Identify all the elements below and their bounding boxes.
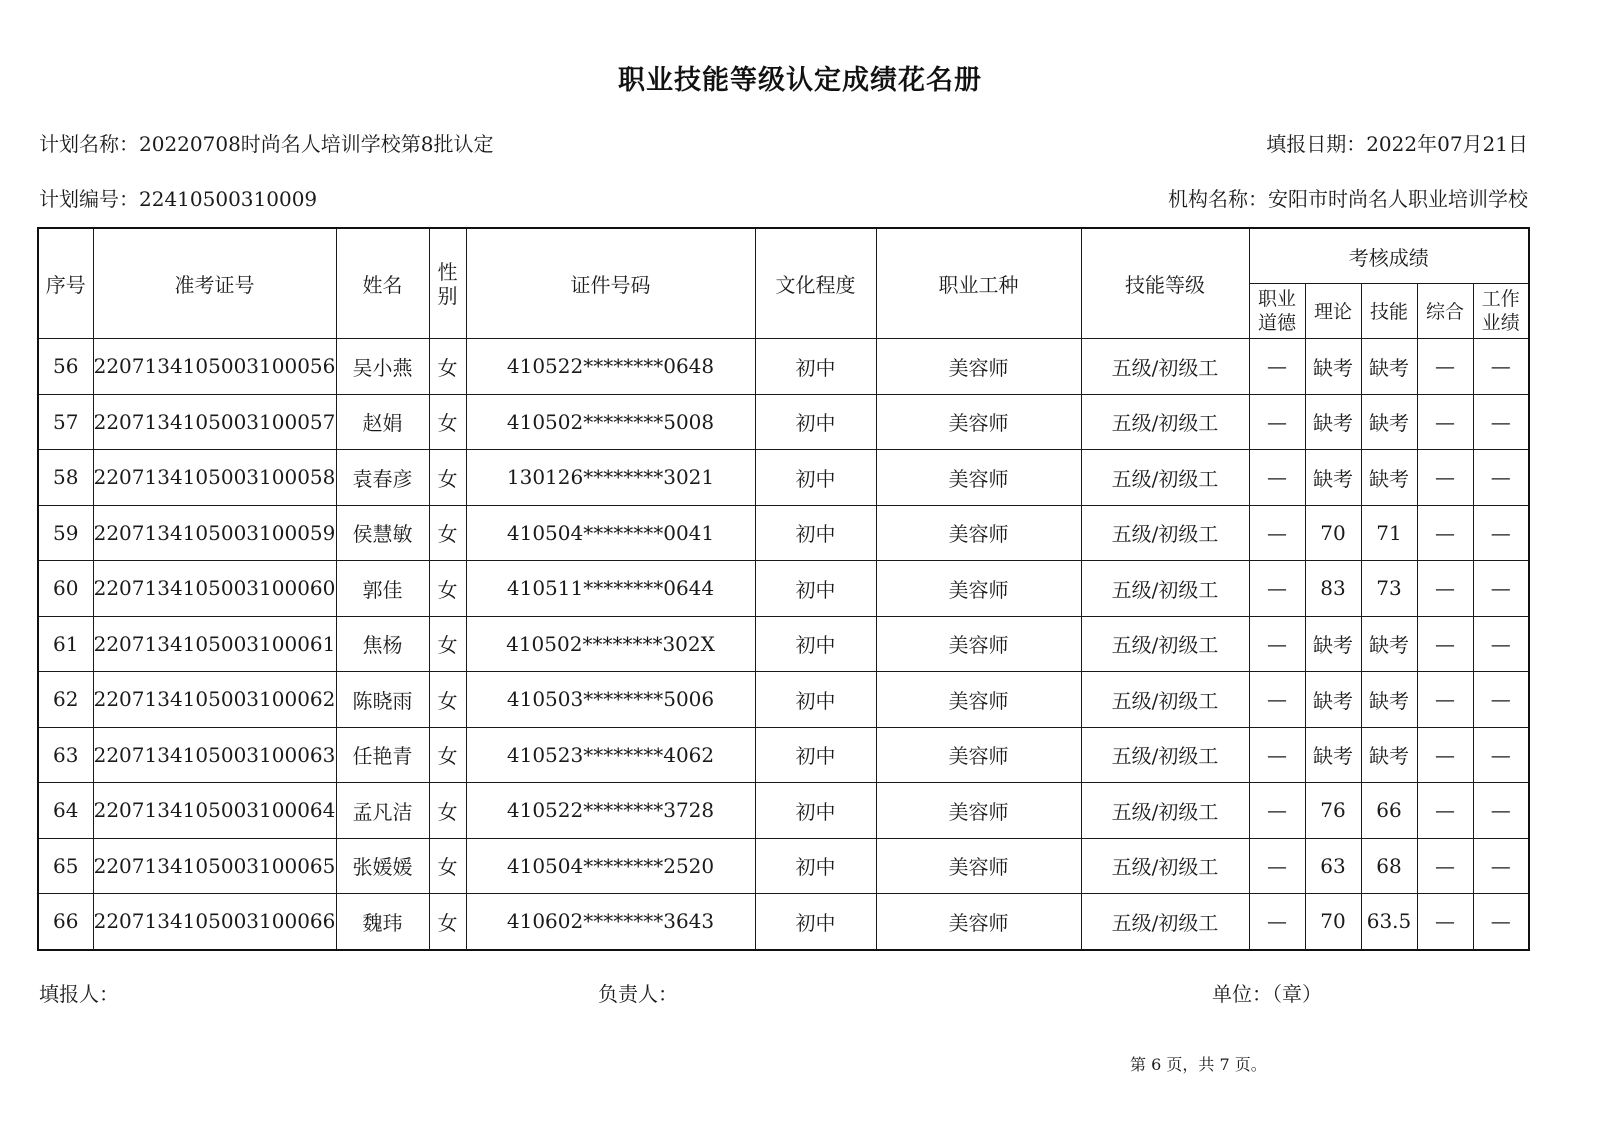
cell-occupation: 美容师	[876, 894, 1081, 950]
cell-work-score: —	[1473, 838, 1529, 894]
unit-seal-label: 单位：（章）	[1212, 982, 1322, 1006]
cell-name: 任艳青	[336, 727, 429, 783]
cell-theory-score: 缺考	[1305, 450, 1361, 506]
cell-occupation: 美容师	[876, 727, 1081, 783]
cell-id-number: 410511********0644	[466, 561, 755, 617]
organization-label: 机构名称：	[1168, 187, 1268, 211]
cell-overall-score: —	[1417, 561, 1473, 617]
organization-value: 安阳市时尚名人职业培训学校	[1268, 187, 1528, 211]
cell-theory-score: 76	[1305, 783, 1361, 839]
plan-name-label: 计划名称：	[39, 132, 139, 156]
header-work-line1: 工作	[1481, 288, 1520, 310]
table-row	[38, 339, 1529, 395]
cell-gender: 女	[429, 505, 466, 561]
table-row	[38, 783, 1529, 839]
report-date-label: 填报日期：	[1266, 132, 1367, 156]
cell-seq: 57	[38, 394, 93, 450]
header-seq: 序号	[38, 228, 93, 339]
cell-ethics-score: —	[1249, 727, 1305, 783]
page-indicator: 第 6 页，共 7 页。	[1130, 1055, 1267, 1074]
cell-education: 初中	[755, 672, 876, 728]
cell-skill-score: 68	[1361, 838, 1417, 894]
cell-seq: 66	[38, 894, 93, 950]
header-id-number: 证件号码	[466, 228, 755, 339]
header-gender	[429, 228, 466, 339]
cell-overall-score: —	[1417, 727, 1473, 783]
cell-education: 初中	[755, 616, 876, 672]
cell-overall-score: —	[1417, 450, 1473, 506]
cell-skill-level: 五级/初级工	[1081, 672, 1249, 728]
header-theory-label: 理论	[1313, 300, 1352, 323]
header-ethics-line1: 职业	[1257, 288, 1296, 310]
cell-work-score: —	[1473, 505, 1529, 561]
cell-ethics-score: —	[1249, 672, 1305, 728]
cell-occupation: 美容师	[876, 838, 1081, 894]
cell-ticket-number: 2207134105003100061	[93, 616, 336, 672]
plan-number-line	[39, 186, 317, 212]
cell-theory-score: 缺考	[1305, 672, 1361, 728]
cell-work-score: —	[1473, 450, 1529, 506]
report-date-value: 2022年07月21日	[1366, 132, 1528, 156]
cell-overall-score: —	[1417, 616, 1473, 672]
header-occupation: 职业工种	[876, 228, 1081, 339]
cell-overall-score: —	[1417, 394, 1473, 450]
cell-education: 初中	[755, 838, 876, 894]
cell-skill-score: 73	[1361, 561, 1417, 617]
cell-education: 初中	[755, 894, 876, 950]
cell-ticket-number: 2207134105003100063	[93, 727, 336, 783]
cell-work-score: —	[1473, 672, 1529, 728]
cell-theory-score: 63	[1305, 838, 1361, 894]
header-ticket-number: 准考证号	[93, 228, 336, 339]
cell-ticket-number: 2207134105003100057	[93, 394, 336, 450]
table-row	[38, 561, 1529, 617]
cell-id-number: 410504********0041	[466, 505, 755, 561]
table-row	[38, 505, 1529, 561]
header-work-line2: 业绩	[1481, 312, 1520, 334]
header-skill-label: 技能	[1369, 300, 1408, 323]
cell-overall-score: —	[1417, 838, 1473, 894]
cell-theory-score: 70	[1305, 894, 1361, 950]
cell-work-score: —	[1473, 561, 1529, 617]
roster-body	[38, 339, 1529, 950]
cell-ethics-score: —	[1249, 394, 1305, 450]
cell-occupation: 美容师	[876, 561, 1081, 617]
cell-work-score: —	[1473, 394, 1529, 450]
cell-occupation: 美容师	[876, 783, 1081, 839]
cell-ticket-number: 2207134105003100058	[93, 450, 336, 506]
cell-id-number: 410502********302X	[466, 616, 755, 672]
cell-name: 焦杨	[336, 616, 429, 672]
cell-skill-score: 71	[1361, 505, 1417, 561]
cell-skill-level: 五级/初级工	[1081, 450, 1249, 506]
header-gender-line1: 性	[437, 259, 458, 284]
cell-skill-score: 缺考	[1361, 727, 1417, 783]
cell-ticket-number: 2207134105003100060	[93, 561, 336, 617]
cell-skill-score: 缺考	[1361, 339, 1417, 395]
cell-skill-level: 五级/初级工	[1081, 783, 1249, 839]
cell-skill-score: 63.5	[1361, 894, 1417, 950]
cell-work-score: —	[1473, 727, 1529, 783]
cell-theory-score: 缺考	[1305, 727, 1361, 783]
organization-line	[1168, 186, 1528, 212]
header-ethics-line2: 道德	[1257, 312, 1296, 334]
cell-seq: 64	[38, 783, 93, 839]
cell-work-score: —	[1473, 894, 1529, 950]
cell-name: 魏玮	[336, 894, 429, 950]
cell-overall-score: —	[1417, 505, 1473, 561]
cell-gender: 女	[429, 727, 466, 783]
cell-name: 郭佳	[336, 561, 429, 617]
cell-id-number: 410503********5006	[466, 672, 755, 728]
table-row	[38, 894, 1529, 950]
cell-name: 张媛媛	[336, 838, 429, 894]
cell-overall-score: —	[1417, 894, 1473, 950]
header-overall-label: 综合	[1425, 300, 1464, 323]
cell-occupation: 美容师	[876, 394, 1081, 450]
table-row	[38, 672, 1529, 728]
cell-skill-level: 五级/初级工	[1081, 616, 1249, 672]
cell-id-number: 130126********3021	[466, 450, 755, 506]
score-roster-table	[37, 227, 1530, 951]
cell-name: 陈晓雨	[336, 672, 429, 728]
cell-ethics-score: —	[1249, 561, 1305, 617]
cell-skill-score: 缺考	[1361, 616, 1417, 672]
cell-theory-score: 缺考	[1305, 339, 1361, 395]
header-work-performance	[1473, 284, 1529, 339]
cell-ethics-score: —	[1249, 339, 1305, 395]
cell-seq: 60	[38, 561, 93, 617]
cell-skill-score: 66	[1361, 783, 1417, 839]
table-row	[38, 838, 1529, 894]
cell-name: 赵娟	[336, 394, 429, 450]
table-row	[38, 394, 1529, 450]
cell-name: 吴小燕	[336, 339, 429, 395]
cell-education: 初中	[755, 505, 876, 561]
cell-work-score: —	[1473, 783, 1529, 839]
header-scores-group: 考核成绩	[1249, 228, 1529, 284]
cell-ethics-score: —	[1249, 450, 1305, 506]
table-row	[38, 450, 1529, 506]
cell-id-number: 410602********3643	[466, 894, 755, 950]
cell-skill-level: 五级/初级工	[1081, 394, 1249, 450]
cell-ticket-number: 2207134105003100059	[93, 505, 336, 561]
plan-name-line	[39, 131, 494, 157]
cell-education: 初中	[755, 339, 876, 395]
cell-id-number: 410502********5008	[466, 394, 755, 450]
cell-gender: 女	[429, 561, 466, 617]
header-overall	[1417, 284, 1473, 339]
cell-theory-score: 缺考	[1305, 394, 1361, 450]
cell-ethics-score: —	[1249, 616, 1305, 672]
cell-skill-level: 五级/初级工	[1081, 561, 1249, 617]
cell-theory-score: 83	[1305, 561, 1361, 617]
plan-number-label: 计划编号：	[39, 187, 139, 211]
cell-gender: 女	[429, 339, 466, 395]
document-title: 职业技能等级认定成绩花名册	[618, 65, 982, 96]
cell-skill-score: 缺考	[1361, 450, 1417, 506]
cell-seq: 61	[38, 616, 93, 672]
cell-name: 侯慧敏	[336, 505, 429, 561]
cell-skill-level: 五级/初级工	[1081, 838, 1249, 894]
cell-skill-level: 五级/初级工	[1081, 894, 1249, 950]
cell-id-number: 410522********0648	[466, 339, 755, 395]
cell-occupation: 美容师	[876, 616, 1081, 672]
table-row	[38, 616, 1529, 672]
cell-education: 初中	[755, 450, 876, 506]
cell-gender: 女	[429, 394, 466, 450]
manager-label: 负责人：	[598, 982, 678, 1006]
header-skill-level: 技能等级	[1081, 228, 1249, 339]
cell-gender: 女	[429, 838, 466, 894]
cell-seq: 59	[38, 505, 93, 561]
cell-overall-score: —	[1417, 339, 1473, 395]
cell-overall-score: —	[1417, 672, 1473, 728]
cell-name: 孟凡洁	[336, 783, 429, 839]
cell-ticket-number: 2207134105003100056	[93, 339, 336, 395]
cell-skill-level: 五级/初级工	[1081, 505, 1249, 561]
cell-ticket-number: 2207134105003100066	[93, 894, 336, 950]
cell-skill-level: 五级/初级工	[1081, 339, 1249, 395]
cell-gender: 女	[429, 783, 466, 839]
cell-theory-score: 70	[1305, 505, 1361, 561]
table-row	[38, 727, 1529, 783]
cell-skill-score: 缺考	[1361, 672, 1417, 728]
cell-education: 初中	[755, 394, 876, 450]
cell-seq: 58	[38, 450, 93, 506]
cell-occupation: 美容师	[876, 672, 1081, 728]
cell-ethics-score: —	[1249, 505, 1305, 561]
cell-occupation: 美容师	[876, 450, 1081, 506]
filler-label: 填报人：	[39, 982, 119, 1006]
cell-id-number: 410523********4062	[466, 727, 755, 783]
cell-ethics-score: —	[1249, 838, 1305, 894]
header-gender-line2: 别	[437, 283, 458, 308]
cell-seq: 65	[38, 838, 93, 894]
cell-ethics-score: —	[1249, 894, 1305, 950]
header-theory	[1305, 284, 1361, 339]
cell-ticket-number: 2207134105003100065	[93, 838, 336, 894]
plan-name-value: 20220708时尚名人培训学校第8批认定	[139, 132, 494, 156]
cell-seq: 63	[38, 727, 93, 783]
cell-skill-level: 五级/初级工	[1081, 727, 1249, 783]
cell-id-number: 410504********2520	[466, 838, 755, 894]
cell-seq: 56	[38, 339, 93, 395]
cell-occupation: 美容师	[876, 339, 1081, 395]
cell-skill-score: 缺考	[1361, 394, 1417, 450]
cell-gender: 女	[429, 616, 466, 672]
report-date-line	[1266, 131, 1528, 157]
cell-education: 初中	[755, 561, 876, 617]
cell-work-score: —	[1473, 616, 1529, 672]
cell-id-number: 410522********3728	[466, 783, 755, 839]
cell-overall-score: —	[1417, 783, 1473, 839]
cell-ticket-number: 2207134105003100064	[93, 783, 336, 839]
header-skill	[1361, 284, 1417, 339]
cell-education: 初中	[755, 783, 876, 839]
cell-gender: 女	[429, 450, 466, 506]
cell-gender: 女	[429, 672, 466, 728]
plan-number-value: 22410500310009	[139, 187, 318, 211]
cell-gender: 女	[429, 894, 466, 950]
cell-ticket-number: 2207134105003100062	[93, 672, 336, 728]
header-education: 文化程度	[755, 228, 876, 339]
header-ethics	[1249, 284, 1305, 339]
cell-theory-score: 缺考	[1305, 616, 1361, 672]
header-name: 姓名	[336, 228, 429, 339]
cell-education: 初中	[755, 727, 876, 783]
cell-name: 袁春彦	[336, 450, 429, 506]
cell-occupation: 美容师	[876, 505, 1081, 561]
cell-work-score: —	[1473, 339, 1529, 395]
cell-ethics-score: —	[1249, 783, 1305, 839]
cell-seq: 62	[38, 672, 93, 728]
